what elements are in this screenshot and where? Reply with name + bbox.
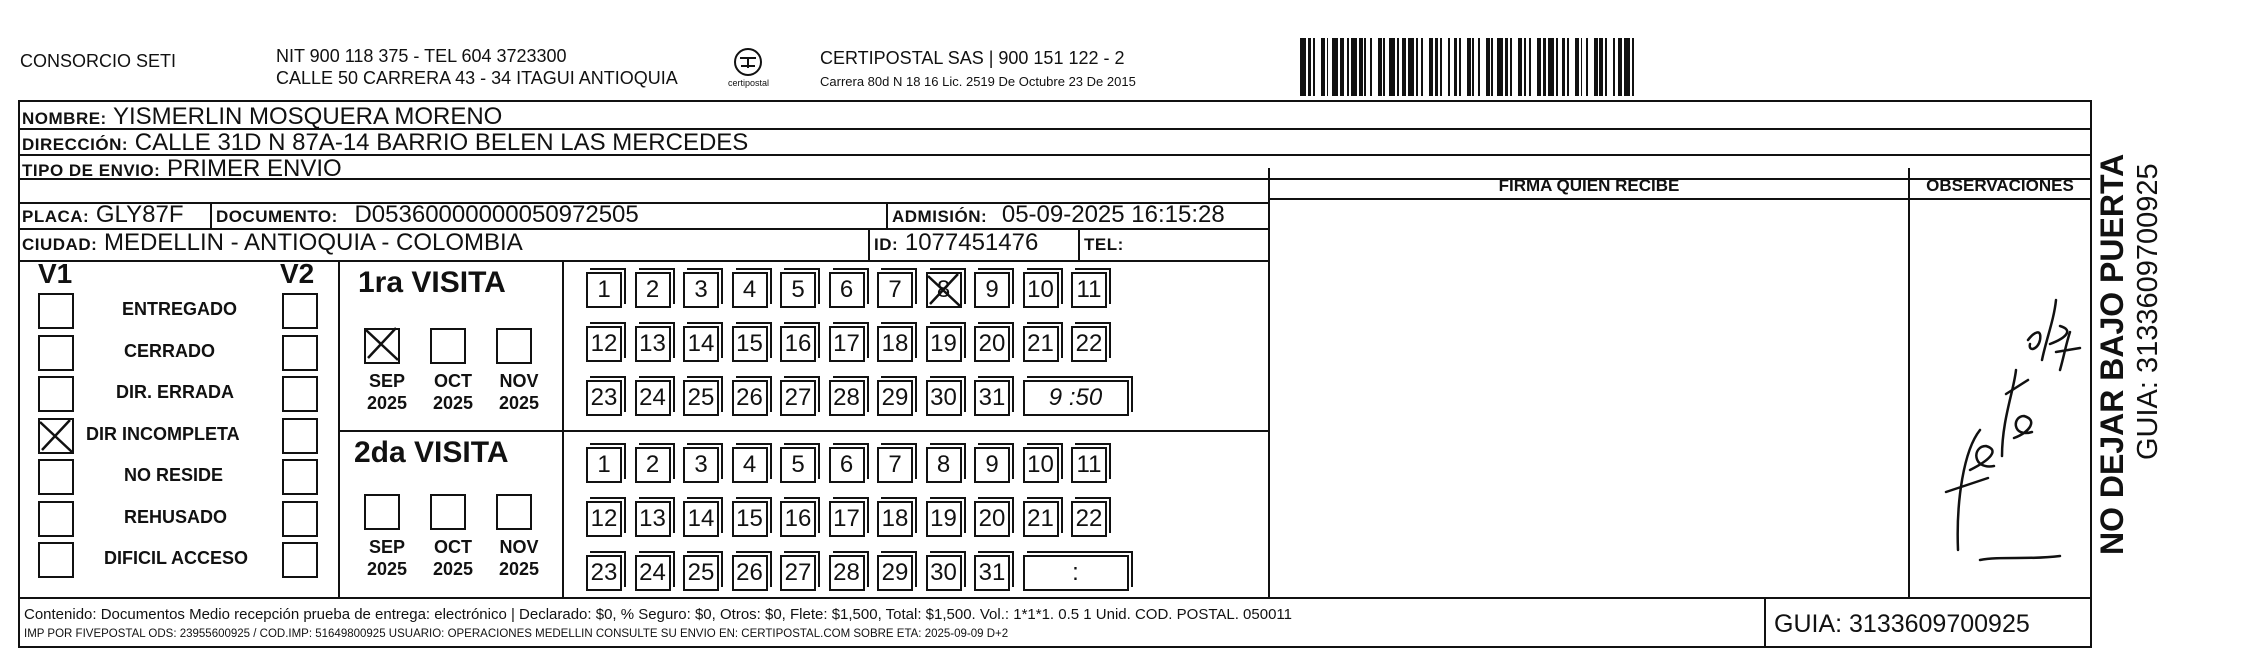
- day-box[interactable]: 15: [732, 326, 768, 362]
- day-box[interactable]: 5: [780, 272, 816, 308]
- contenido-line: Contenido: Documentos Medio recepción prueba de entrega: electrónico | Declarado: $0, % Seguro: $0, Otros: $0, Flete: $1,500, Total: $1,500. Vol.: 1*1*1. 0.5 1 Unid. COD. POSTAL. 050011: [24, 606, 1292, 623]
- reason-label: DIR INCOMPLETA: [86, 423, 240, 444]
- month-checkbox[interactable]: [430, 494, 466, 530]
- visit2-title: 2da VISITA: [354, 436, 509, 469]
- v1-checkbox[interactable]: [38, 501, 74, 537]
- day-box[interactable]: 15: [732, 501, 768, 537]
- v2-checkbox[interactable]: [282, 542, 318, 578]
- id-field: [874, 228, 1038, 260]
- address-line: CALLE 50 CARRERA 43 - 34 ITAGUI ANTIOQUIA: [276, 68, 678, 88]
- day-box[interactable]: 30: [926, 555, 962, 591]
- company-name: CONSORCIO SETI: [20, 51, 177, 71]
- admision-label: ADMISIÓN:: [892, 207, 988, 226]
- day-box[interactable]: 22: [1071, 326, 1107, 362]
- v2-checkbox[interactable]: [282, 376, 318, 412]
- day-box[interactable]: 3: [683, 272, 719, 308]
- day-box[interactable]: 23: [586, 555, 622, 591]
- day-box[interactable]: 8: [926, 447, 962, 483]
- month-checkbox[interactable]: [496, 494, 532, 530]
- day-box[interactable]: 31: [974, 555, 1010, 591]
- day-box[interactable]: 20: [974, 326, 1010, 362]
- day-box[interactable]: 28: [829, 555, 865, 591]
- month-label: NOV 2025: [498, 371, 540, 413]
- month-checkbox[interactable]: [430, 328, 466, 364]
- day-box[interactable]: 21: [1023, 501, 1059, 537]
- day-box[interactable]: 29: [877, 555, 913, 591]
- check-mark-icon: [924, 270, 964, 310]
- time-box[interactable]: 9 :50: [1023, 380, 1129, 416]
- day-box[interactable]: 10: [1023, 447, 1059, 483]
- v2-checkbox[interactable]: [282, 293, 318, 329]
- day-box[interactable]: 24: [635, 555, 671, 591]
- day-box[interactable]: 14: [683, 326, 719, 362]
- v1-checkbox[interactable]: [38, 335, 74, 371]
- month-checkbox[interactable]: [496, 328, 532, 364]
- reason-label: REHUSADO: [124, 506, 228, 527]
- reason-label: ENTREGADO: [122, 299, 238, 319]
- day-box[interactable]: 18: [877, 501, 913, 537]
- v1-checkbox[interactable]: [38, 459, 74, 495]
- day-box[interactable]: 4: [732, 447, 768, 483]
- certipostal-logo-icon: [726, 46, 786, 90]
- admision-value: 05-09-2025 16:15:28: [1001, 201, 1225, 228]
- v2-checkbox[interactable]: [282, 335, 318, 371]
- day-box[interactable]: 25: [683, 380, 719, 416]
- day-box[interactable]: 12: [586, 326, 622, 362]
- id-value: 1077451476: [904, 229, 1039, 256]
- license-line: Carrera 80d N 18 16 Lic. 2519 De Octubre 23 De 2015: [820, 74, 1136, 89]
- day-box[interactable]: 1: [586, 272, 622, 308]
- month-label: NOV 2025: [498, 537, 540, 579]
- visit1-title: 1ra VISITA: [358, 266, 506, 299]
- side-guia: GUIA: 3133609700925: [2132, 163, 2164, 460]
- handwritten-observation: [1910, 260, 2090, 580]
- month-label: OCT 2025: [432, 371, 474, 413]
- day-box[interactable]: 9: [974, 272, 1010, 308]
- observaciones-header: OBSERVACIONES: [1926, 176, 2074, 195]
- day-box[interactable]: 27: [780, 555, 816, 591]
- month-label: SEP 2025: [366, 537, 408, 579]
- day-box[interactable]: 4: [732, 272, 768, 308]
- tipo-envio-value: PRIMER ENVIO: [166, 155, 342, 182]
- documento-label: DOCUMENTO:: [216, 207, 338, 226]
- day-box[interactable]: 11: [1071, 272, 1107, 308]
- month-checkbox[interactable]: [364, 494, 400, 530]
- day-box[interactable]: 31: [974, 380, 1010, 416]
- day-box[interactable]: 3: [683, 447, 719, 483]
- day-box[interactable]: 17: [829, 501, 865, 537]
- day-box[interactable]: 2: [635, 272, 671, 308]
- day-box[interactable]: 12: [586, 501, 622, 537]
- day-box[interactable]: 26: [732, 380, 768, 416]
- nit-line: NIT 900 118 375 - TEL 604 3723300: [276, 46, 567, 66]
- day-box[interactable]: 20: [974, 501, 1010, 537]
- tel-label: TEL:: [1084, 235, 1124, 254]
- guia-box: GUIA: 3133609700925: [1774, 610, 2030, 638]
- day-box[interactable]: 11: [1071, 447, 1107, 483]
- reason-label: DIFICIL ACCESO: [104, 548, 249, 568]
- nombre-value: YISMERLIN MOSQUERA MORENO: [112, 103, 503, 130]
- check-mark-icon: [36, 416, 76, 456]
- day-box[interactable]: 9: [974, 447, 1010, 483]
- day-box[interactable]: 17: [829, 326, 865, 362]
- direccion-label: DIRECCIÓN:: [22, 135, 129, 154]
- nombre-label: NOMBRE:: [22, 109, 107, 128]
- ciudad-label: CIUDAD:: [22, 235, 98, 254]
- id-label: ID:: [874, 235, 899, 254]
- v2-header: V2: [280, 258, 315, 289]
- reason-label: NO RESIDE: [124, 465, 224, 485]
- day-box[interactable]: 26: [732, 555, 768, 591]
- day-box[interactable]: 22: [1071, 501, 1107, 537]
- day-box[interactable]: 13: [635, 501, 671, 537]
- no-dejar-bajo-puerta: NO DEJAR BAJO PUERTA: [2094, 153, 2130, 555]
- certipostal-line: CERTIPOSTAL SAS | 900 151 122 - 2: [820, 48, 1125, 68]
- imp-line: IMP POR FIVEPOSTAL ODS: 23955600925 / COD.IMP: 51649800925 USUARIO: OPERACIONES MEDELLIN CONSULTE SU ENVIO EN: CERTIPOSTAL.COM SOBRE ETA: 2025-09-09 D+2: [24, 628, 1009, 640]
- month-label: OCT 2025: [432, 537, 474, 579]
- tipo-envio-field: [22, 154, 342, 186]
- day-box[interactable]: 5: [780, 447, 816, 483]
- day-box[interactable]: 18: [877, 326, 913, 362]
- day-box[interactable]: 1: [586, 447, 622, 483]
- time-box[interactable]: :: [1023, 555, 1129, 591]
- day-box[interactable]: 10: [1023, 272, 1059, 308]
- day-box[interactable]: 19: [926, 326, 962, 362]
- v1-checkbox[interactable]: [38, 542, 74, 578]
- day-box[interactable]: 13: [635, 326, 671, 362]
- placa-label: PLACA:: [22, 207, 90, 226]
- day-box[interactable]: 16: [780, 326, 816, 362]
- reason-label: DIR. ERRADA: [116, 382, 235, 402]
- day-box[interactable]: 28: [829, 380, 865, 416]
- placa-value: GLY87F: [95, 201, 184, 228]
- day-box[interactable]: 19: [926, 501, 962, 537]
- documento-value: D05360000000050972505: [354, 201, 639, 228]
- month-label: SEP 2025: [366, 371, 408, 413]
- ciudad-value: MEDELLIN - ANTIOQUIA - COLOMBIA: [103, 229, 523, 256]
- check-mark-icon: [362, 324, 402, 364]
- day-box[interactable]: 7: [877, 272, 913, 308]
- day-box[interactable]: 23: [586, 380, 622, 416]
- day-box[interactable]: 7: [877, 447, 913, 483]
- v2-checkbox[interactable]: [282, 418, 318, 454]
- day-box[interactable]: 6: [829, 272, 865, 308]
- v2-checkbox[interactable]: [282, 501, 318, 537]
- day-box[interactable]: 8: [926, 272, 962, 308]
- v1-checkbox[interactable]: [38, 293, 74, 329]
- day-box[interactable]: 16: [780, 501, 816, 537]
- v2-checkbox[interactable]: [282, 459, 318, 495]
- reason-label: CERRADO: [124, 340, 216, 361]
- day-box[interactable]: 30: [926, 380, 962, 416]
- day-box[interactable]: 27: [780, 380, 816, 416]
- svg-text:certipostal: certipostal: [728, 78, 770, 88]
- barcode: [1300, 38, 1637, 96]
- v1-header: V1: [38, 258, 73, 289]
- day-box[interactable]: 21: [1023, 326, 1059, 362]
- day-box[interactable]: 14: [683, 501, 719, 537]
- day-box[interactable]: 25: [683, 555, 719, 591]
- ciudad-field: [22, 228, 523, 260]
- tel-field: [1084, 228, 1124, 260]
- day-box[interactable]: 6: [829, 447, 865, 483]
- tipo-envio-label: TIPO DE ENVIO:: [22, 161, 161, 180]
- v1-checkbox[interactable]: [38, 376, 74, 412]
- day-box[interactable]: 24: [635, 380, 671, 416]
- firma-header: FIRMA QUIEN RECIBE: [1498, 176, 1680, 195]
- day-box[interactable]: 29: [877, 380, 913, 416]
- day-box[interactable]: 2: [635, 447, 671, 483]
- direccion-value: CALLE 31D N 87A-14 BARRIO BELEN LAS MERCEDES: [134, 129, 749, 156]
